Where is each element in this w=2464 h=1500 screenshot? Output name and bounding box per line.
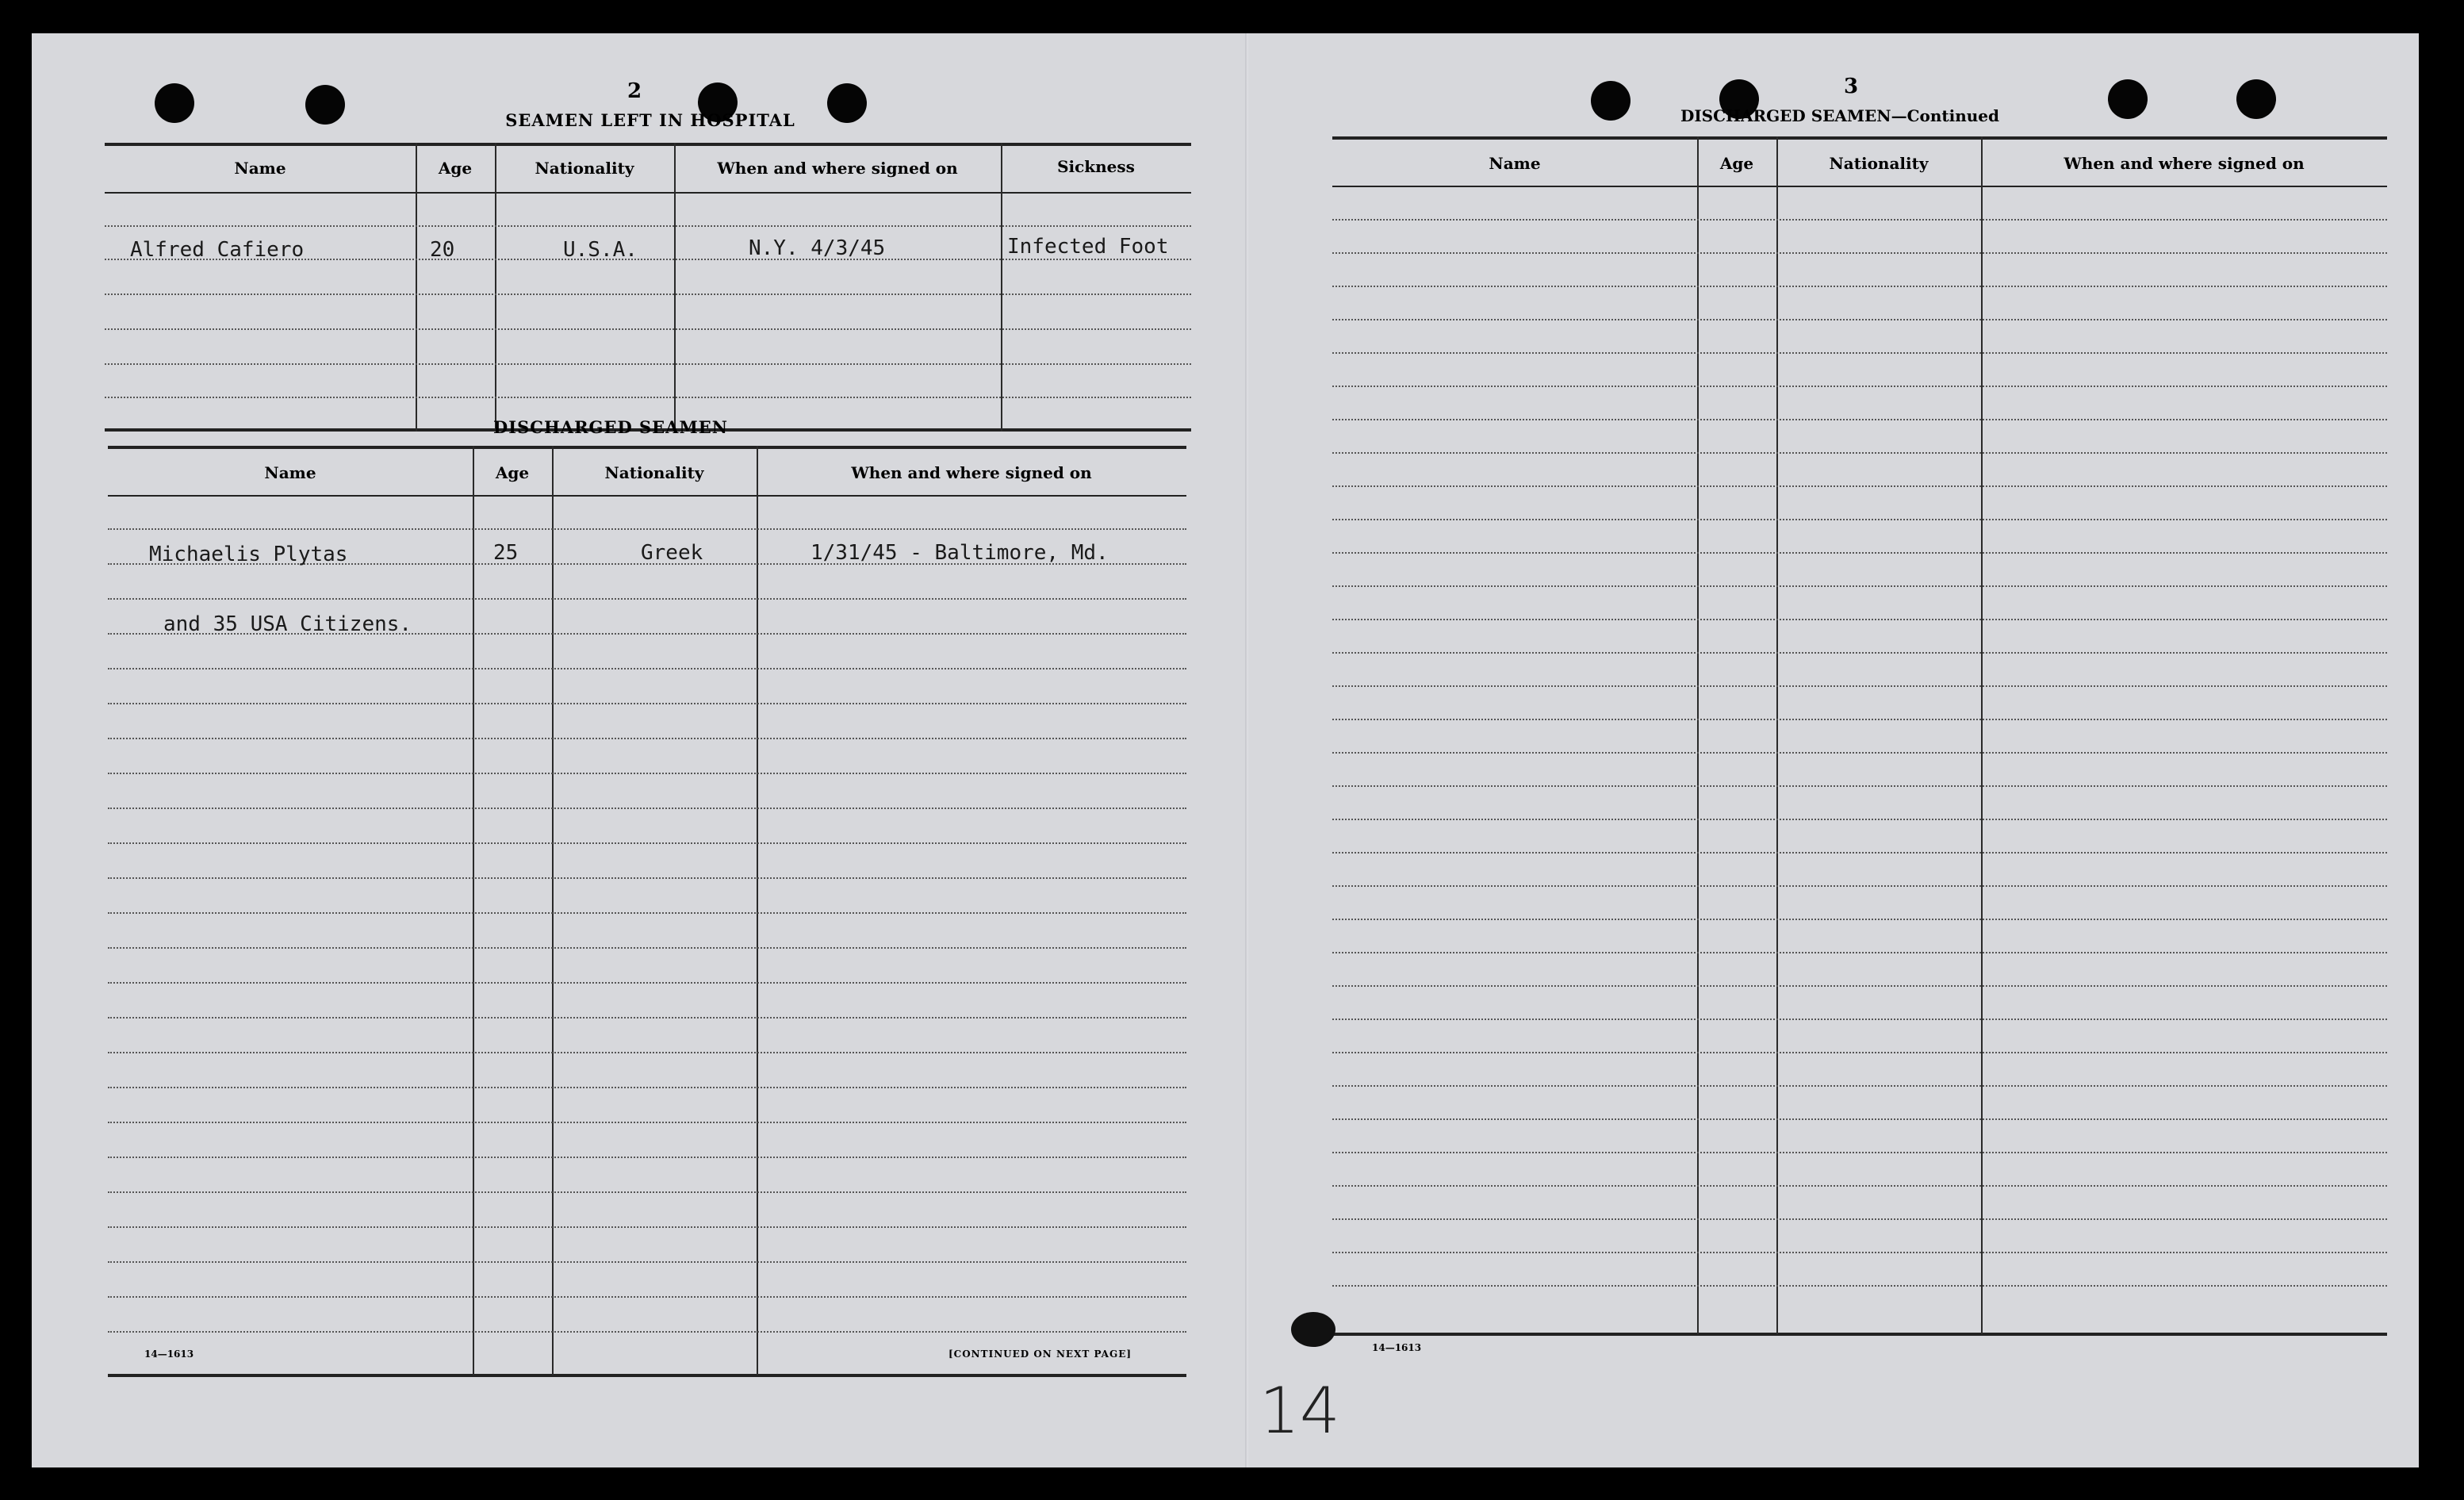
row-line	[1332, 685, 2387, 687]
row-line	[108, 738, 1186, 739]
column-divider	[674, 143, 676, 432]
row-line	[1332, 1252, 2387, 1253]
discharged-row-age: 25	[493, 541, 519, 565]
hospital-row-nationality: U.S.A.	[563, 238, 638, 262]
row-line	[108, 1087, 1186, 1088]
row-line	[108, 528, 1186, 530]
punch-hole	[1591, 81, 1631, 121]
discharged-row-nationality: Greek	[641, 541, 703, 565]
row-line	[1332, 1285, 2387, 1287]
row-line	[1332, 1185, 2387, 1187]
row-line	[1332, 1118, 2387, 1120]
handwritten-page-number: 14	[1259, 1374, 1340, 1448]
row-line	[108, 1296, 1186, 1298]
header-rule	[108, 495, 1186, 497]
row-line	[1332, 1019, 2387, 1020]
row-line	[1332, 1152, 2387, 1153]
col-head-name: Name	[264, 463, 316, 482]
row-line	[105, 293, 1191, 295]
discharged-continued-table	[1332, 136, 2387, 1342]
row-line	[105, 328, 1191, 330]
row-line	[1332, 1218, 2387, 1220]
discharged-row-signed-on: 1/31/45 - Baltimore, Md.	[810, 541, 1109, 565]
form-number: 14—1613	[144, 1348, 194, 1360]
section-title-hospital: SEAMEN LEFT IN HOSPITAL	[505, 110, 795, 130]
column-divider	[1001, 143, 1002, 432]
row-line	[1332, 319, 2387, 320]
row-line	[1332, 519, 2387, 520]
row-line	[1332, 952, 2387, 953]
row-line	[1332, 485, 2387, 487]
row-line	[1332, 219, 2387, 221]
col-head-age: Age	[1719, 154, 1754, 173]
row-line	[108, 842, 1186, 844]
row-line	[1332, 785, 2387, 787]
col-head-signed-on: When and where signed on	[2064, 154, 2305, 173]
row-line	[108, 982, 1186, 984]
row-line	[108, 1122, 1186, 1123]
row-line	[1332, 552, 2387, 554]
row-line	[108, 1191, 1186, 1193]
col-head-age: Age	[495, 463, 530, 482]
hospital-row-signed-on: N.Y. 4/3/45	[749, 236, 886, 260]
hospital-row-sickness: Infected Foot	[1007, 235, 1169, 259]
row-line	[1332, 752, 2387, 754]
header-rule	[1332, 186, 2387, 187]
continued-note: [CONTINUED ON NEXT PAGE]	[948, 1348, 1132, 1360]
row-line	[108, 947, 1186, 949]
row-line	[108, 1331, 1186, 1333]
row-line	[108, 808, 1186, 809]
hospital-table	[105, 143, 1191, 435]
row-line	[1332, 652, 2387, 654]
section-title-discharged-continued: DISCHARGED SEAMEN—Continued	[1680, 106, 2000, 125]
column-divider	[1981, 136, 1983, 1334]
row-line	[1332, 919, 2387, 920]
row-line	[1332, 352, 2387, 354]
column-divider	[1697, 136, 1699, 1334]
table-top-rule	[108, 446, 1186, 449]
row-line	[1332, 286, 2387, 287]
table-bottom-rule	[108, 1374, 1186, 1377]
row-line	[108, 1052, 1186, 1053]
row-line	[105, 363, 1191, 365]
page-number: 2	[627, 79, 642, 103]
table-bottom-rule	[1332, 1333, 2387, 1336]
row-line	[108, 773, 1186, 774]
row-line	[1332, 985, 2387, 987]
column-divider	[473, 446, 474, 1375]
col-head-nationality: Nationality	[1829, 154, 1929, 173]
ink-blot	[1291, 1312, 1335, 1347]
row-line	[1332, 386, 2387, 387]
row-line	[108, 1261, 1186, 1263]
row-line	[105, 397, 1191, 398]
table-top-rule	[1332, 136, 2387, 140]
column-divider	[1776, 136, 1778, 1334]
row-line	[108, 1017, 1186, 1019]
row-line	[105, 225, 1191, 227]
row-line	[108, 877, 1186, 879]
col-head-nationality: Nationality	[535, 159, 634, 178]
hospital-row-age: 20	[430, 238, 455, 262]
hospital-row-name: Alfred Cafiero	[130, 238, 305, 262]
row-line	[1332, 852, 2387, 854]
col-head-nationality: Nationality	[604, 463, 704, 482]
row-line	[1332, 1085, 2387, 1087]
row-line	[1332, 252, 2387, 254]
section-title-discharged: DISCHARGED SEAMEN	[493, 417, 728, 437]
header-rule	[105, 192, 1191, 194]
scanned-document-sheet	[32, 33, 2419, 1467]
row-line	[1332, 719, 2387, 720]
row-line	[1332, 885, 2387, 887]
discharged-note: and 35 USA Citizens.	[163, 612, 412, 636]
column-divider	[495, 143, 496, 432]
table-top-rule	[105, 143, 1191, 146]
punch-hole	[155, 83, 194, 123]
col-head-name: Name	[1489, 154, 1541, 173]
column-divider	[757, 446, 758, 1375]
row-line	[108, 668, 1186, 669]
punch-hole	[2236, 79, 2276, 119]
column-divider	[416, 143, 417, 432]
row-line	[108, 912, 1186, 914]
row-line	[1332, 452, 2387, 454]
col-head-signed-on: When and where signed on	[717, 159, 958, 178]
page-number: 3	[1843, 75, 1859, 98]
col-head-signed-on: When and where signed on	[851, 463, 1092, 482]
row-line	[108, 1226, 1186, 1228]
row-line	[108, 1157, 1186, 1158]
left-page	[32, 33, 1245, 1467]
row-line	[1332, 819, 2387, 820]
discharged-row-name: Michaelis Plytas	[149, 543, 348, 566]
col-head-name: Name	[234, 159, 286, 178]
form-number: 14—1613	[1372, 1342, 1422, 1353]
row-line	[1332, 419, 2387, 420]
row-line	[1332, 1052, 2387, 1053]
row-line	[108, 703, 1186, 704]
col-head-age: Age	[438, 159, 473, 178]
punch-hole	[2108, 79, 2148, 119]
row-line	[108, 598, 1186, 600]
punch-hole	[305, 85, 345, 125]
col-head-sickness: Sickness	[1057, 157, 1135, 176]
row-line	[1332, 585, 2387, 587]
discharged-table	[108, 446, 1186, 1382]
column-divider	[552, 446, 554, 1375]
right-page	[1245, 33, 2419, 1467]
row-line	[1332, 619, 2387, 620]
